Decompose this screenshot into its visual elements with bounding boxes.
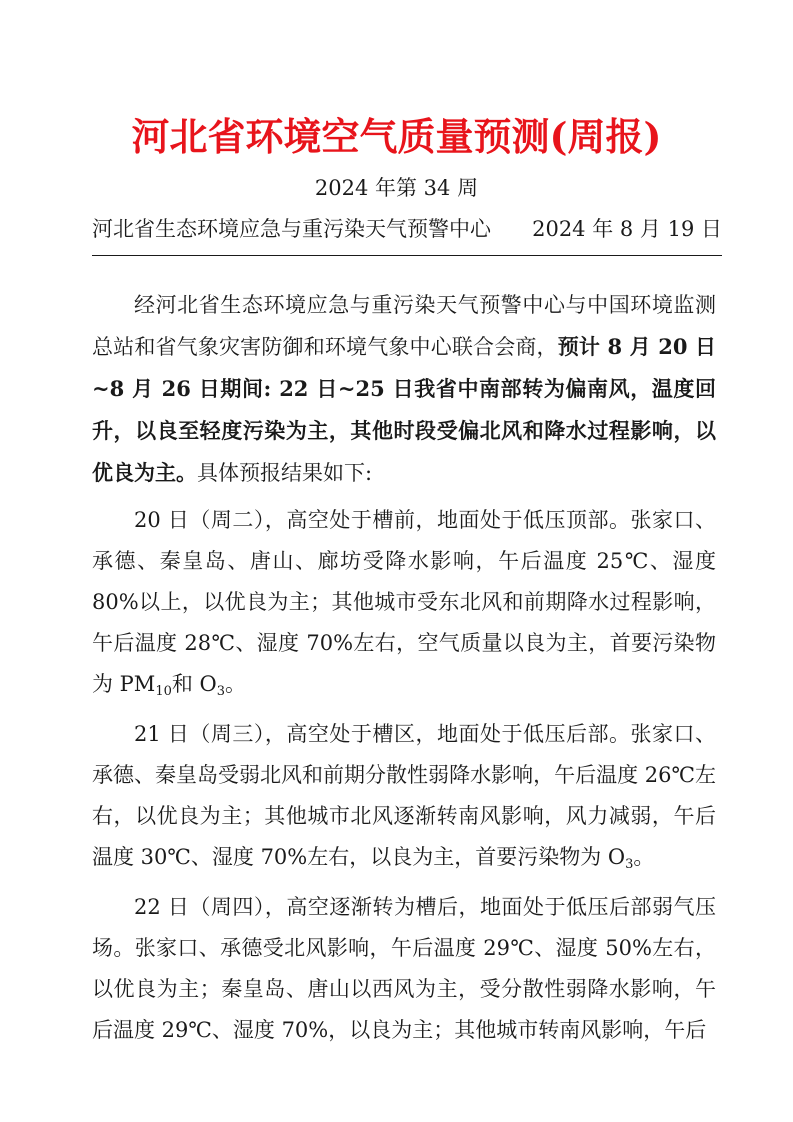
day-20-end: 。 (225, 672, 247, 696)
day-21-paragraph (92, 714, 716, 881)
intro-paragraph (92, 285, 716, 494)
intro-lead: 经河北省生态环境应急与重污染天气预警中心与中国环境监测总站和省气象灾害防御和环境气象中心联合会商， (92, 293, 716, 359)
o3-subscript: 3 (216, 684, 226, 699)
day-21-text: 21 日（周三），高空处于槽区，地面处于低压后部。张家口、承德、秦皇岛受弱北风和前期分散性弱降水影响，午后温度 26℃左右，以优良为主；其他城市北风逐渐转南风影响，风力减弱，午后温度 30℃、湿度 70%左右，以良为主，首要污染物为 O (92, 722, 716, 869)
issue-number: 2024 年第 34 周 (314, 176, 479, 200)
report-body (92, 285, 716, 1057)
intro-tail: 具体预报结果如下: (197, 461, 373, 485)
issuer-name: 河北省生态环境应急与重污染天气预警中心 (92, 217, 491, 241)
header-divider (92, 255, 722, 256)
forecast-summary: 预计 8 月 20 日~8 月 26 日期间: 22 日~25 日我省中南部转为偏南风，温度回升，以良至轻度污染为主，其他时段受偏北风和降水过程影响，以优良为主。 (92, 334, 716, 485)
o3-subscript: 3 (625, 857, 634, 872)
day-20-text: 20 日（周二），高空处于槽前，地面处于低压顶部。张家口、承德、秦皇岛、唐山、廊坊受降水影响，午后温度 25℃、湿度 80%以上，以优良为主；其他城市受东北风和前期降水过程影响，午后温度 28℃、湿度 70%左右，空气质量以良为主，首要污染物为 PM (92, 508, 716, 696)
day-22-text: 22 日（周四），高空逐渐转为槽后，地面处于低压后部弱气压场。张家口、承德受北风影响，午后温度 29℃、湿度 50%左右，以优良为主；秦皇岛、唐山以西风为主，受分散性弱降水影响，午后温度 29℃、湿度 70%，以良为主；其他城市转南风影响，午后 (92, 895, 716, 1042)
day-20-and: 和 O (171, 672, 217, 696)
day-21-end: 。 (633, 845, 655, 869)
document-title: 河北省环境空气质量预测(周报) (131, 114, 662, 159)
day-20-paragraph (92, 500, 716, 708)
pm10-subscript: 10 (155, 684, 172, 699)
issuer-line (92, 212, 722, 246)
issue-date: 2024 年 8 月 19 日 (532, 217, 722, 241)
day-22-paragraph (92, 887, 716, 1051)
